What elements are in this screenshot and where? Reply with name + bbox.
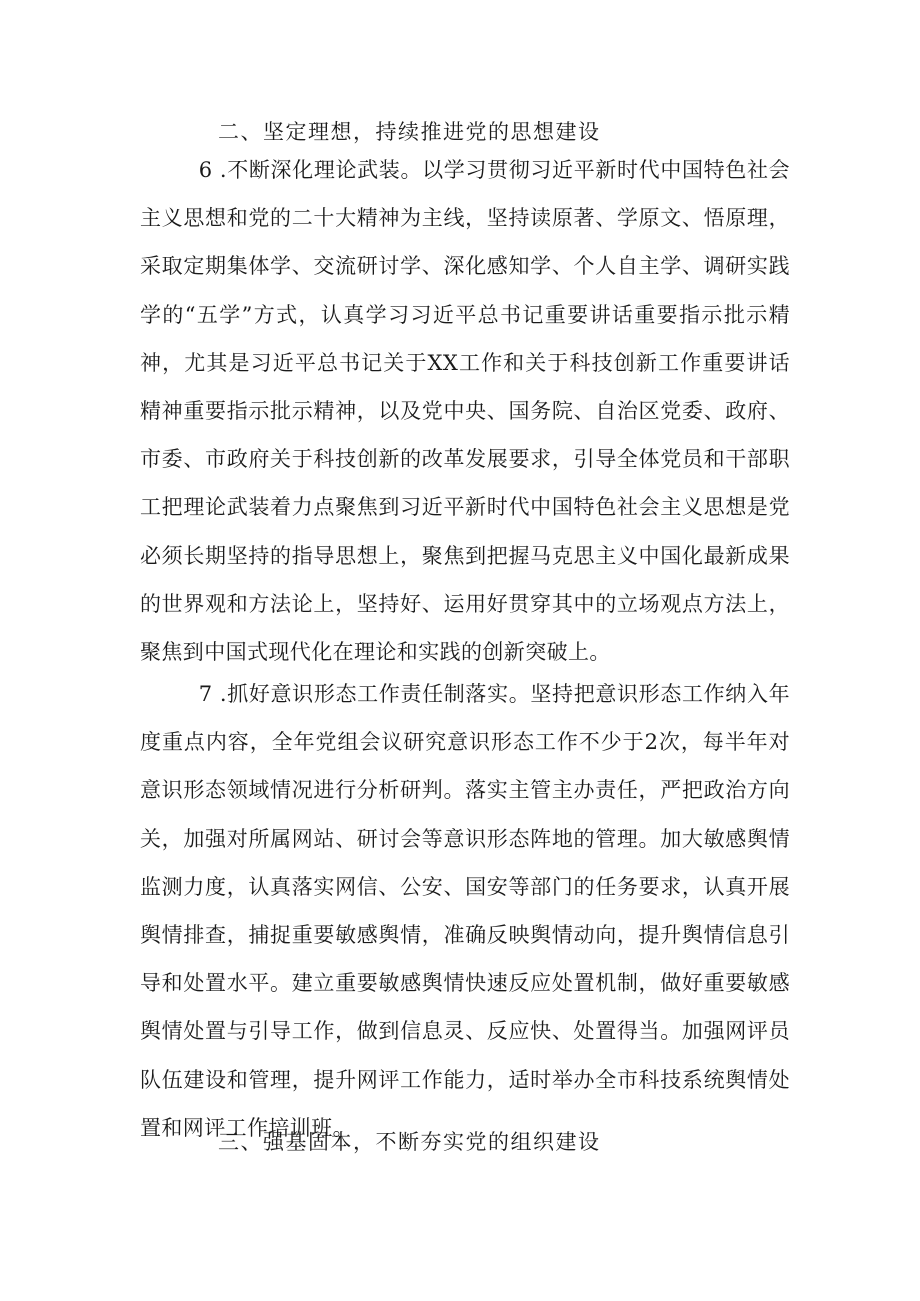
section-2-heading: 二、坚定理想，持续推进党的思想建设 <box>218 120 601 144</box>
section-3-heading: 三、强基固本，不断夯实党的组织建设 <box>218 1130 601 1154</box>
item-6-paragraph: 6 .不断深化理论武装。以学习贯彻习近平新时代中国特色社会主义思想和党的二十大精神为主线，坚持读原著、学原文、悟原理，采取定期集体学、交流研讨学、深化感知学、个人自主学、调研实践学的“五学”方式，认真学习习近平总书记重要讲话重要指示批示精神，尤其是习近平总书记关于XX工作和关于科技创新工作重要讲话精神重要指示批示精神，以及党中央、国务院、自治区党委、政府、市委、市政府关于科技创新的改革发展要求，引导全体党员和干部职工把理论武装着力点聚焦到习近平新时代中国特色社会主义思想是党必须长期坚持的指导思想上，聚焦到把握马克思主义中国化最新成果的世界观和方法论上，坚持好、运用好贯穿其中的立场观点方法上，聚焦到中国式现代化在理论和实践的创新突破上。 <box>140 158 790 665</box>
item-7-paragraph: 7 .抓好意识形态工作责任制落实。坚持把意识形态工作纳入年度重点内容，全年党组会议研究意识形态工作不少于2次，每半年对意识形态领域情况进行分析研判。落实主管主办责任，严把政治方向关，加强对所属网站、研讨会等意识形态阵地的管理。加大敏感舆情监测力度，认真落实网信、公安、国安等部门的任务要求，认真开展舆情排查，捕捉重要敏感舆情，准确反映舆情动向，提升舆情信息引导和处置水平。建立重要敏感舆情快速反应处置机制，做好重要敏感舆情处置与引导工作，做到信息灵、反应快、处置得当。加强网评员队伍建设和管理，提升网评工作能力，适时举办全市科技系统舆情处置和网评工作培训班。 <box>140 682 790 1140</box>
